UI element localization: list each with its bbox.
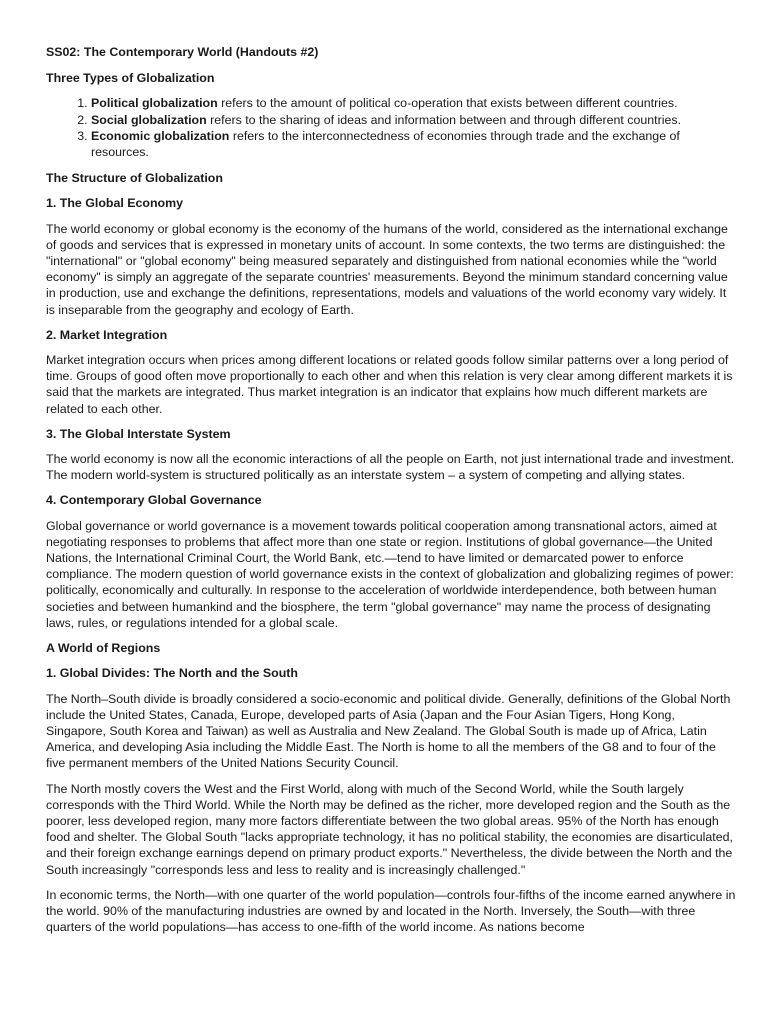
globalization-types-list (46, 95, 736, 160)
paragraph-north-south-3: In economic terms, the North—with one quarter of the world population—controls four-fifths of the income earned anywhere in the world. 90% of the manufacturing industries are owned by and located in the North. Inversely, the South—with three quarters of the world populations—has access to one-fifth of the world income. As nations become (46, 887, 736, 935)
list-item (91, 95, 736, 111)
document-body (46, 44, 736, 944)
paragraph-interstate-system: The world economy is now all the economic interactions of all the people on Earth, not just international trade and investment. The modern world-system is structured politically as an interstate system – a system of competing and allying states. (46, 452, 735, 483)
paragraph-market-integration: Market integration occurs when prices among different locations or related goods follow similar patterns over a long period of time. Groups of good often move proportionally to each other and when this relation is very clear among different markets it is said that the markets are integrated. Thus market integration is an indicator that explains how much different markets are related to each other. (46, 353, 733, 416)
subheading-global-governance: 4. Contemporary Global Governance (46, 493, 262, 508)
paragraph-global-governance: Global governance or world governance is a movement towards political cooperation among transnational actors, aimed at negotiating responses to problems that affect more than one state or region. Institutions of global governance—the United Nations, the International Criminal Court, the World Bank, etc.—tend to have limited or demarcated power to enforce compliance. The modern question of world governance exists in the context of globalization and globalizing regimes of power: politically, economically and culturally. In response to the acceleration of worldwide interdependence, both between human societies and between humankind and the biosphere, the term "global governance" may name the process of designating laws, rules, or regulations intended for a global scale. (46, 518, 734, 630)
paragraph-north-south-2: The North mostly covers the West and the First World, along with much of the Second World, while the South largely corresponds with the Third World. While the North may be defined as the richer, more developed region and the South as the poorer, less developed region, many more factors differentiate between the two global areas. 95% of the North has enough food and shelter. The Global South "lacks appropriate technology, it has no political stability, the economies are disarticulated, and their foreign exchange earnings depend on primary product exports." Nevertheless, the divide between the North and the South increasingly "corresponds less and less to reality and is increasingly challenged." (46, 781, 733, 877)
paragraph-north-south-1: The North–South divide is broadly considered a socio-economic and political divide. Generally, definitions of the Global North include the United States, Canada, Europe, developed parts of Asia (Japan and the Four Asian Tigers, Hong Kong, Singapore, South Korea and Taiwan) as well as Australia and New Zealand. The Global South is made up of Africa, Latin America, and developing Asia including the Middle East. The North is home to all the members of the G8 and to four of the five permanent members of the United Nations Security Council. (46, 691, 731, 771)
list-item (91, 112, 736, 128)
section-heading-structure: The Structure of Globalization (46, 171, 223, 186)
subheading-global-economy: 1. The Global Economy (46, 196, 184, 211)
list-desc: refers to the interconnectedness of economies through trade and the exchange of resources. (91, 128, 680, 160)
paragraph-global-economy: The world economy or global economy is the economy of the humans of the world, considered as the international exchange of goods and services that is expressed in monetary units of account. In some contexts, the two terms are distinguished: the "international" or "global economy" being measured separately and distinguished from national economies while the "world economy" is simply an aggregate of the separate countries' measurements. Beyond the minimum standard concerning value in production, use and exchange the definitions, representations, models and valuations of the world economy vary widely. It is inseparable from the geography and ecology of Earth. (46, 221, 728, 317)
list-item (91, 128, 736, 160)
subheading-market-integration: 2. Market Integration (46, 327, 168, 342)
page-title: SS02: The Contemporary World (Handouts #2) (46, 45, 319, 59)
list-desc: refers to the sharing of ideas and information between and through different countries. (206, 112, 682, 127)
section-heading-regions: A World of Regions (46, 641, 161, 656)
list-term: Social globalization (91, 112, 207, 127)
list-term: Political globalization (91, 96, 218, 111)
list-desc: refers to the amount of political co-operation that exists between different countries. (217, 96, 678, 111)
list-term: Economic globalization (91, 128, 230, 143)
subheading-north-south: 1. Global Divides: The North and the South (46, 666, 298, 681)
section-heading-types: Three Types of Globalization (46, 71, 215, 86)
subheading-interstate-system: 3. The Global Interstate System (46, 426, 231, 441)
